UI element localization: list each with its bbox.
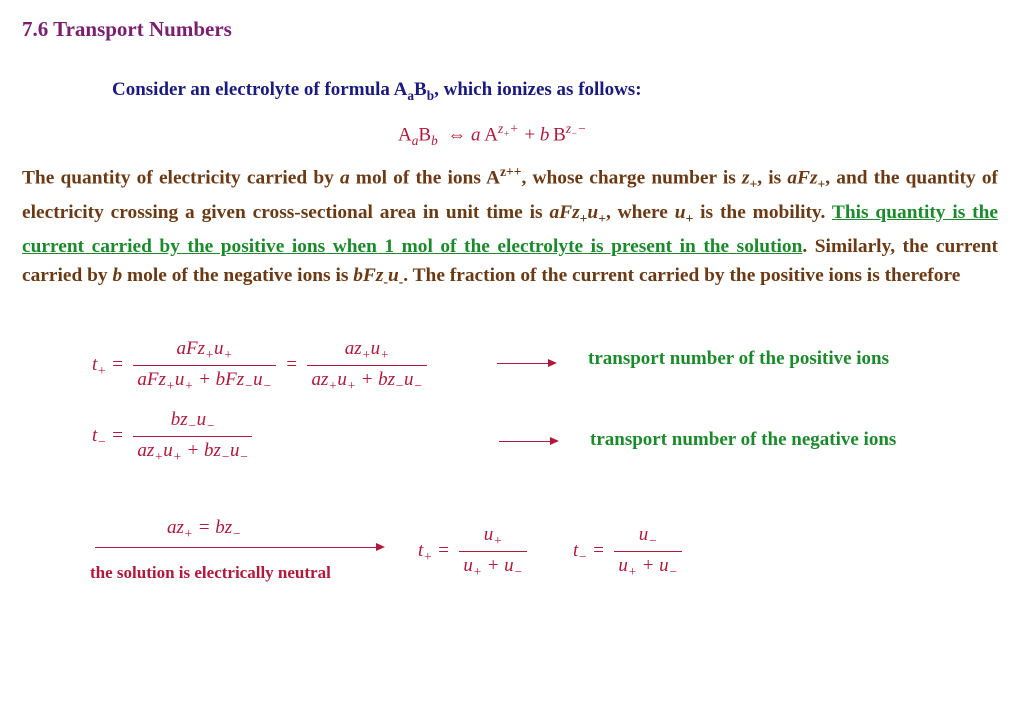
t-minus-simple-equation: $t_-$ = $\frac{u_-}{u_+ + u_-}$ — [573, 524, 682, 580]
arrow-to-positive-label — [497, 363, 555, 364]
label-positive-transport: transport number of the positive ions — [588, 348, 890, 369]
label-electrically-neutral: the solution is electrically neutral — [90, 563, 331, 582]
arrow-to-negative-label — [499, 441, 557, 442]
explanation-paragraph: The quantity of electricity carried by a mol of the ions $A^{z++}$, whose charge number is $z_+$, is aFz$_+$, and the quantity of electricity crossing a given cross-sectional area in unit time is $aFz_+u_+$, where $u_+$ is the mobility. This quantity is the current carried by the positive ions when 1 mol of the electrolyte is present in the solution. Similarly, the current carried by b mole of the negative ions is $bFz_-u_-$. The fraction of the current carried by the positive ions is therefore — [22, 164, 999, 289]
ionization-equation: $A_aB_b$ ⇔ a $A^{z_++} + b$ $B^{z_--}$ — [398, 121, 587, 149]
arrow-neutrality — [95, 547, 383, 548]
t-minus-equation: $t_-$ = $\frac{bz_-u_-}{az_+u_+ + bz_-u_-}$ — [92, 409, 252, 465]
intro-sentence: Consider an electrolyte of formula $A_aB_b$, which ionizes as follows: — [112, 79, 642, 103]
label-negative-transport: transport number of the negative ions — [590, 429, 897, 450]
slide-title: 7.6 Transport Numbers — [22, 17, 232, 41]
t-plus-equation: $t_+$ = $\frac{aFz_+u_+}{aFz_+u_+ + bFz_-u_-}$ = $\frac{az_+u_+}{az_+u_+ + bz_-u_-}$ — [92, 338, 427, 394]
neutrality-equation: $az_+ = bz_-$ — [167, 517, 242, 541]
t-plus-simple-equation: $t_+$ = $\frac{u_+}{u_+ + u_-}$ — [418, 524, 527, 580]
highlighted-definition: This quantity is the current carried by the positive ions when 1 mol of the electrolyte is present in the solution — [22, 201, 998, 258]
